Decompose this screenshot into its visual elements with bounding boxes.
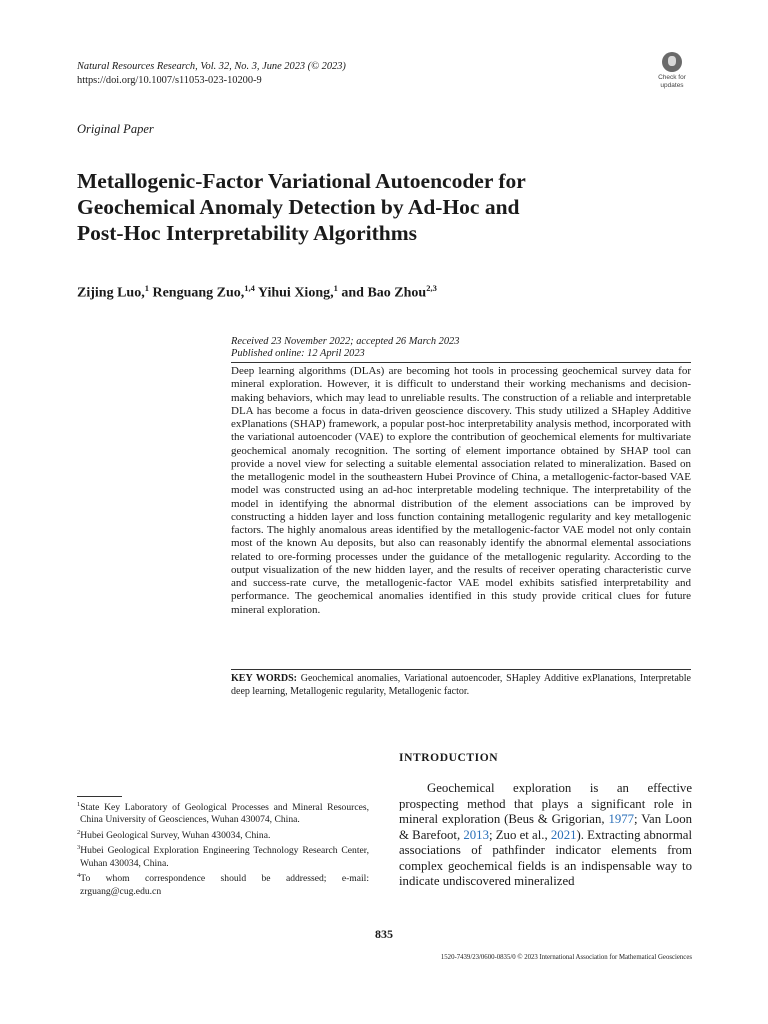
introduction-paragraph [399, 781, 692, 890]
check-for-updates-badge[interactable] [654, 52, 690, 94]
journal-header [77, 60, 346, 87]
citation-link[interactable]: 1977 [608, 812, 635, 826]
author-affiliation-mark: 1 [144, 283, 149, 293]
abstract-top-rule [231, 362, 691, 363]
author-name: Bao Zhou [367, 285, 427, 301]
publication-dates [231, 336, 459, 359]
journal-citation: Natural Resources Research, Vol. 32, No. 3, June 2023 (© 2023) [77, 61, 346, 72]
keywords [231, 673, 691, 698]
citation-link[interactable]: 2021 [550, 827, 577, 842]
keywords-text: Geochemical anomalies, Variational autoencoder, SHapley Additive exPlanations, Interpretable deep learning, Metallogenic regularity, Metallogenic factor. [231, 673, 691, 697]
footnote-mark: 4 [77, 872, 81, 880]
title-line: Geochemical Anomaly Detection by Ad-Hoc and [77, 195, 520, 219]
bookmark-icon [662, 52, 682, 72]
page-number: 835 [375, 927, 393, 941]
doi-link[interactable]: https://doi.org/10.1007/s11053-023-10200-9 [77, 74, 262, 86]
paper-title [77, 168, 637, 246]
title-line: Post-Hoc Interpretability Algorithms [77, 221, 417, 245]
abstract-text: Deep learning algorithms (DLAs) are becoming hot tools in processing geochemical survey data for mineral exploration. However, it is difficult to understand their working mechanisms and decision-making behaviors, which may lead to unreliable results. The construction of a reliable and interpretable DLA has become a focus in data-driven geoscience discovery. This study utilized a SHapley Additive exPlanations (SHAP) framework, a popular post-hoc interpretability analysis method, incorporated with the variational autoencoder (VAE) to explore the contribution of geochemical elements for multivariate geochemical anomaly recognition. The sorting of element importance obtained by SHAP tool can provide a novel view for selecting a suitable elemental association related to mineralization. Based on the metallogenic model in the southeastern Hubei Province of China, a metallogenic-factor-based VAE model was constructed using an ad-hoc interpretable modeling technique. The interpretability of the model in identifying the abnormal distribution of the element associations can be improved by constructing a hidden layer and loss function containing metallogenic regularity and key metallogenic factors. The highly anomalous areas identified by the metallogenic-factor VAE model not only contain most of the known Au deposits, but also can reasonably identify the abnormal elemental associations related to ore-forming processes under the guidance of the metallogenic regularity. According to the output visualization of the new hidden layer, and the results of receiver operating characteristic curve and success-rate curve, the metallogenic-factor VAE model exhibits satisfied interpretability and performance. The geochemical anomalies identified in this study provide critical clues for future mineral exploration. [231, 365, 691, 616]
body-text: ; Zuo et al., [488, 827, 551, 842]
author-list [77, 283, 437, 302]
published-date: Published online: 12 April 2023 [231, 347, 365, 359]
copyright-line: 1520-7439/23/0600-0835/0 © 2023 International Association for Mathematical Geosciences [440, 954, 692, 961]
author-name: Yihui Xiong, [257, 285, 334, 301]
footnote [77, 799, 369, 827]
footnote [77, 870, 369, 898]
received-date: Received 23 November 2022; accepted 26 March 2023 [231, 336, 460, 347]
author-name: Renguang Zuo, [152, 285, 245, 301]
title-line: Metallogenic-Factor Variational Autoencoder for [77, 169, 526, 193]
paper-type: Original Paper [77, 122, 154, 136]
footnote-text: To whom correspondence should be addressed; e-mail: zrguang@cug.edu.cn [80, 873, 369, 897]
citation-link[interactable]: 2013 [463, 827, 489, 842]
badge-line-1: Check for [658, 74, 686, 81]
section-heading-introduction: INTRODUCTION [399, 752, 499, 764]
footnote-rule [77, 796, 122, 797]
footnote-text: State Key Laboratory of Geological Processes and Mineral Resources, China University of Geosciences, Wuhan 430074, China. [80, 802, 369, 826]
author-affiliation-mark: 2,3 [426, 283, 437, 293]
author-separator: and [337, 285, 368, 301]
body-text: Geochemical exploration is an effective prospecting method that plays a significant role in mineral exploration (Beus & Grigorian, [399, 781, 692, 826]
body-text: ). Extracting abnormal associations of pathfinder indicator elements from complex geochemical fields is an indispensable way to indicate undiscovered mineralized [399, 827, 693, 888]
footnote-mark: 3 [77, 844, 81, 852]
author-affiliation-mark: 1,4 [244, 283, 255, 293]
footnote [77, 842, 369, 870]
footnote-text: Hubei Geological Exploration Engineering Technology Research Center, Wuhan 430034, China. [80, 845, 369, 869]
author-name: Zijing Luo, [77, 285, 145, 301]
footnote-mark: 2 [77, 828, 81, 836]
footnotes [77, 799, 369, 898]
badge-line-2: updates [660, 81, 684, 89]
footnote-mark: 1 [77, 801, 81, 808]
author-affiliation-mark: 1 [333, 283, 338, 293]
abstract-bottom-rule [231, 669, 691, 670]
body-text: ; Van Loon & Barefoot, [399, 812, 692, 842]
footnote-text: Hubei Geological Survey, Wuhan 430034, China. [80, 829, 271, 841]
footnote [77, 827, 369, 842]
keywords-label: KEY WORDS: [231, 673, 297, 684]
introduction-body [399, 781, 692, 890]
